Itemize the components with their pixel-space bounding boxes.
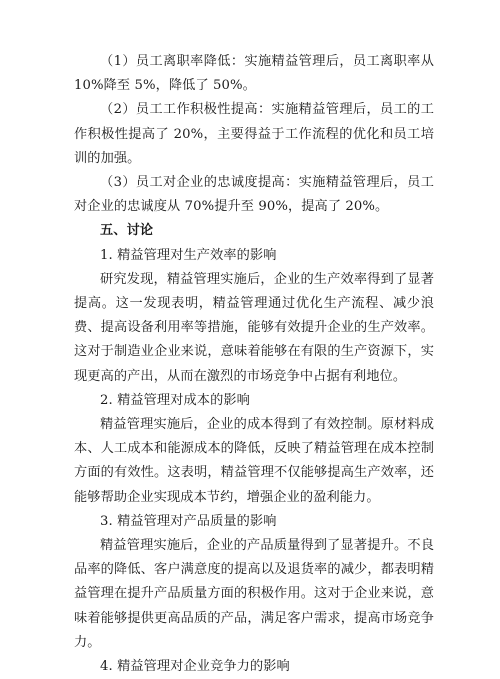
paragraph-efficiency: 研究发现，精益管理实施后，企业的生产效率得到了显著提高。这一发现表明，精益管理通过优化生产流程、减少浪费、提高设备利用率等措施，能够有效提升企业的生产效率。这对于制造业企业来说，意味着能够在有限的生产资源下，实现更高的产出，从而在激烈的市场竞争中占据有利地位。	[74, 271, 434, 384]
paragraph-motivation: （2）员工工作积极性提高：实施精益管理后，员工的工作积极性提高了 20%，主要得益于工作流程的优化和员工培训的加强。	[74, 102, 434, 166]
paragraph-turnover: （1）员工离职率降低：实施精益管理后，员工离职率从 10%降至 5%，降低了 50%。	[74, 54, 434, 94]
subheading-quality: 3. 精益管理对产品质量的影响	[100, 513, 277, 529]
subheading-efficiency: 1. 精益管理对生产效率的影响	[100, 247, 277, 263]
document-page	[74, 50, 434, 679]
paragraph-cost: 精益管理实施后，企业的成本得到了有效控制。原材料成本、人工成本和能源成本的降低，反映了精益管理在成本控制方面的有效性。这表明，精益管理不仅能够提高生产效率，还能够帮助企业实现成本节约，增强企业的盈利能力。	[74, 417, 434, 505]
paragraph-loyalty: （3）员工对企业的忠诚度提高：实施精益管理后，员工对企业的忠诚度从 70%提升至 90%，提高了 20%。	[74, 175, 434, 215]
subheading-cost: 2. 精益管理对成本的影响	[100, 392, 250, 408]
paragraph-quality: 精益管理实施后，企业的产品质量得到了显著提升。不良品率的降低、客户满意度的提高以及退货率的减少，都表明精益管理在提升产品质量方面的积极作用。这对于企业来说，意味着能够提供更高品质的产品，满足客户需求，提高市场竞争力。	[74, 538, 434, 650]
section-heading-discussion: 五、讨论	[100, 223, 154, 239]
subheading-competitiveness: 4. 精益管理对企业竞争力的影响	[100, 659, 290, 675]
